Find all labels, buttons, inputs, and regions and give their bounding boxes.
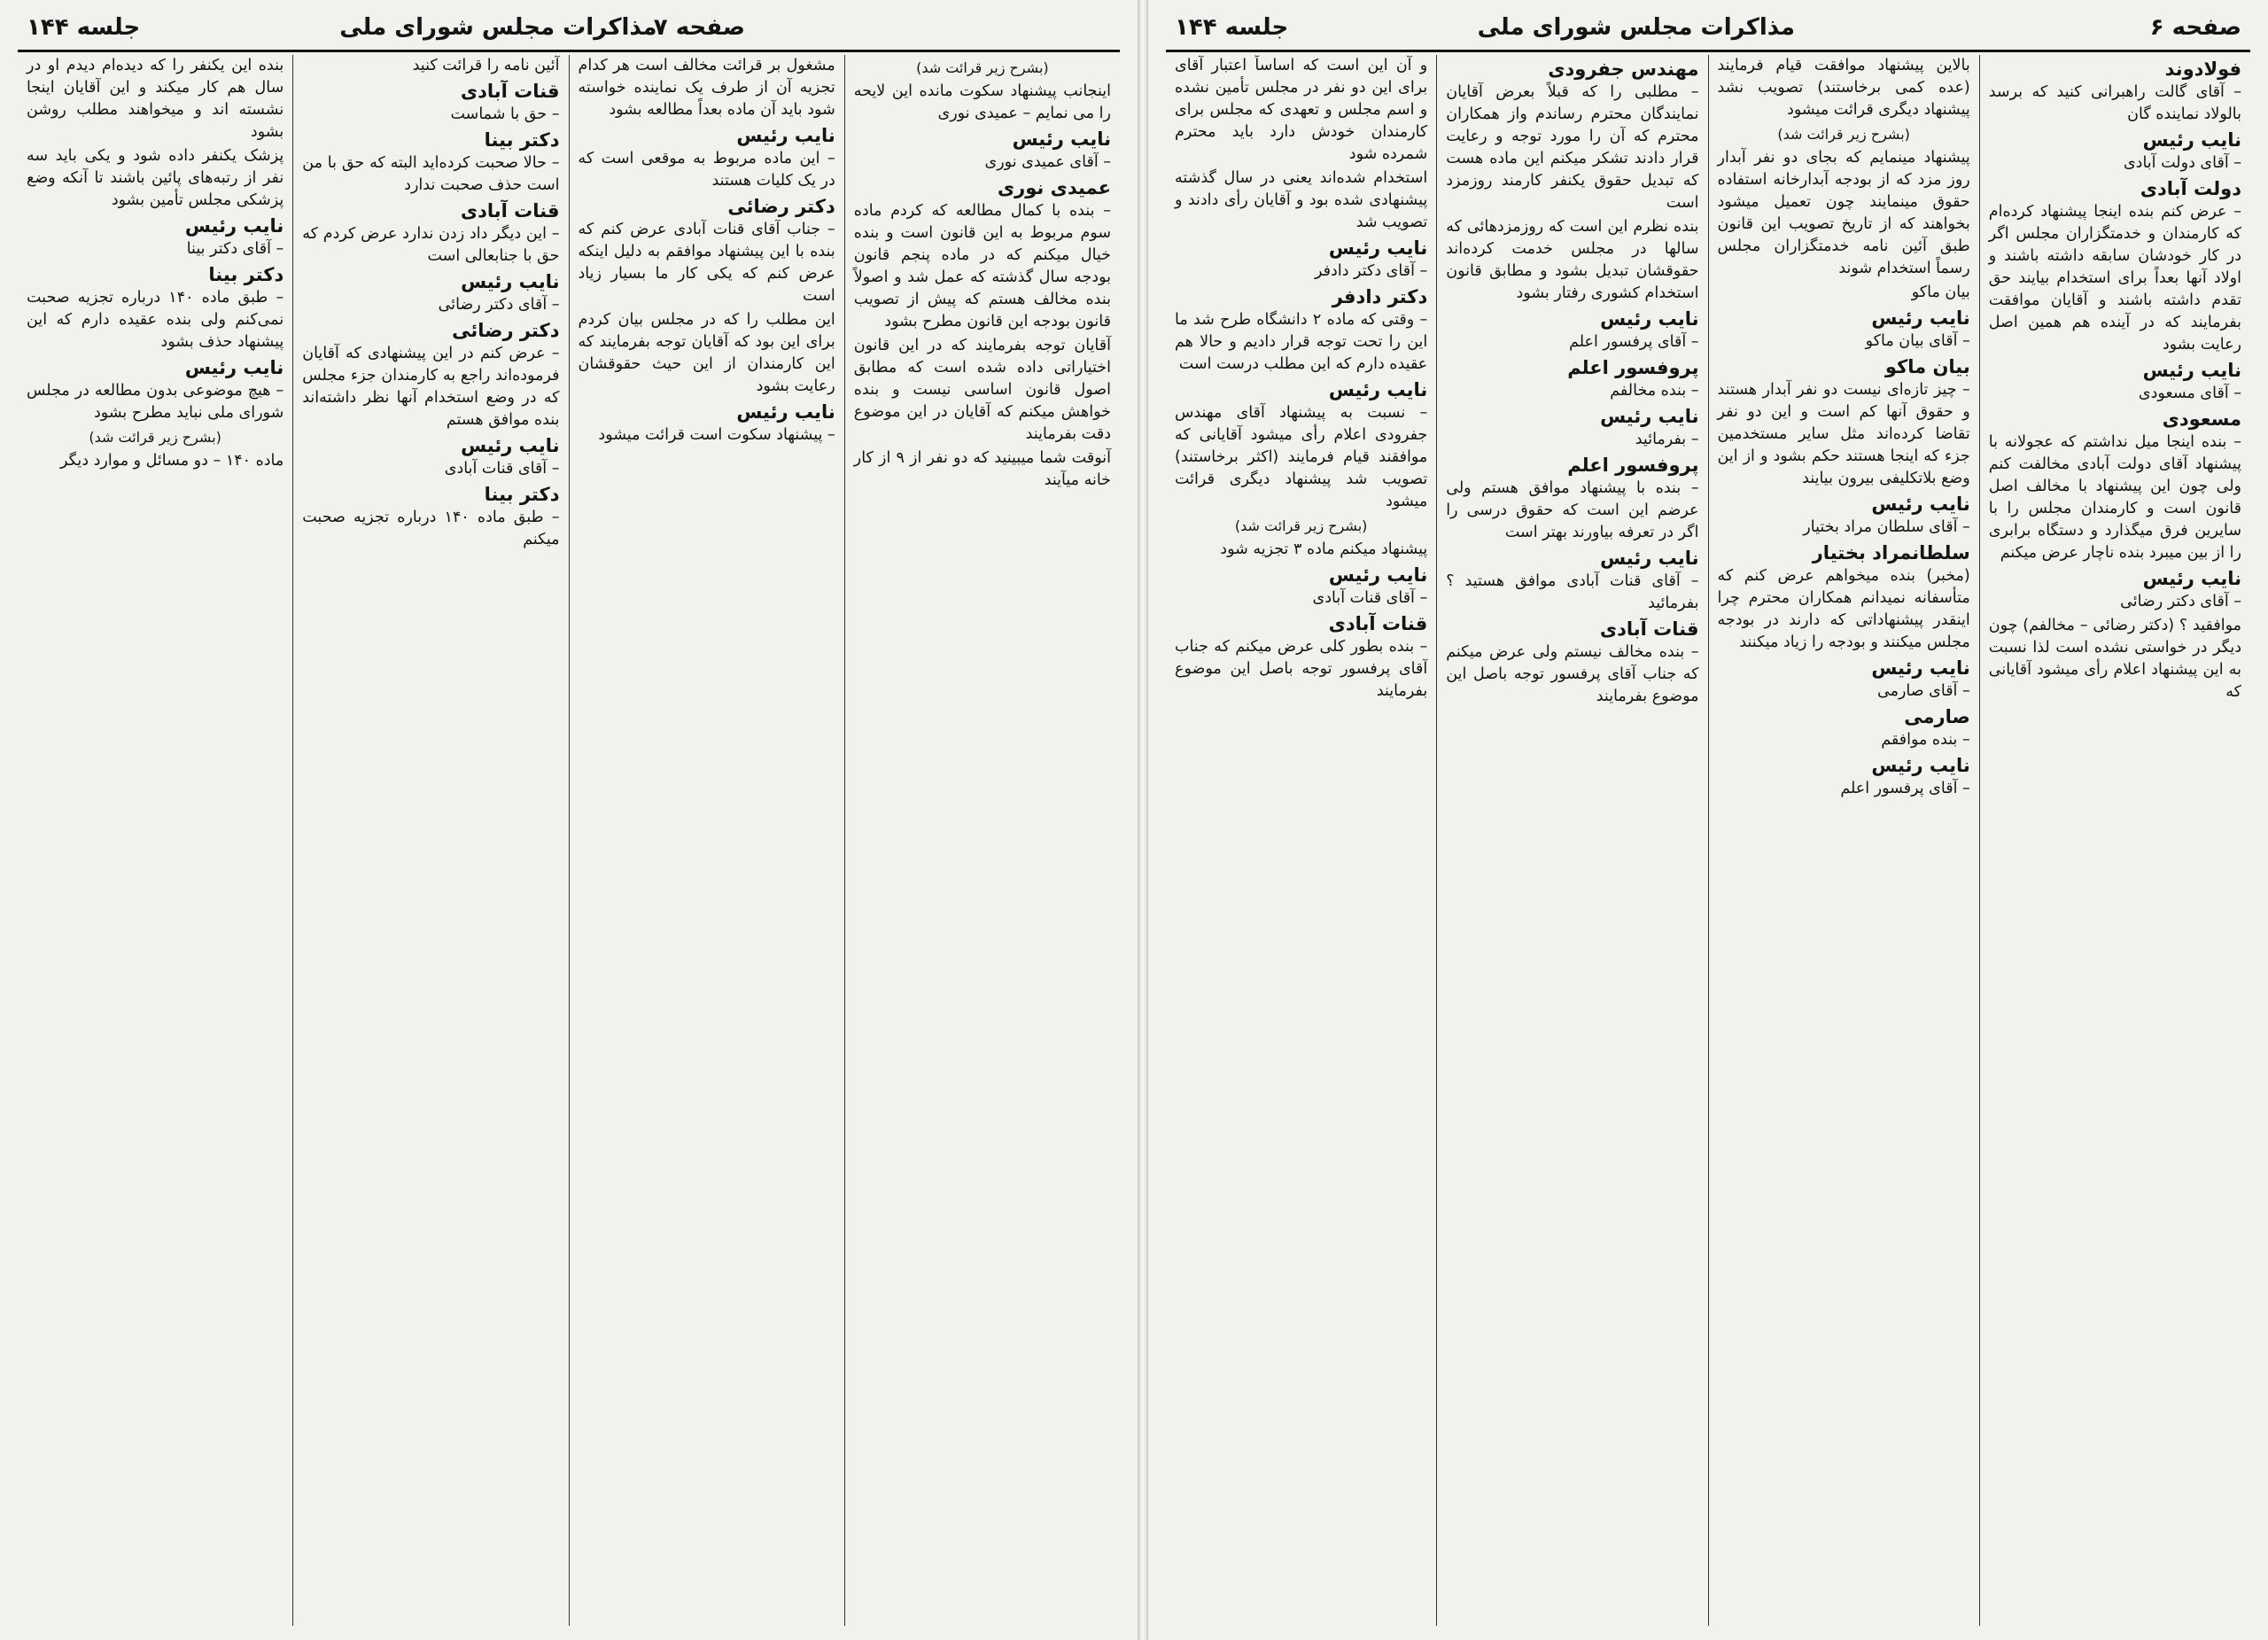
paragraph: آقایان توجه بفرمایند که در این قانون اختیاراتی داده شده است که مطابق اصول قانون اساسی نیست و بنده خواهش میکنم که آقایان در این موضوع دقت بفرمایند — [853, 337, 1111, 443]
speaker-name: نایب رئیس — [1871, 494, 1970, 515]
paragraph: – بنده با کمال مطالعه که کردم ماده سوم مربوط به این قانون است و بنده خیال میکنم که در ماده پنجم قانون بودجه سال گذشته که عمل شد و اصولاً بنده مخالف هستم که پیش از تصویب قانون بودجه این قانون مطرح بشود — [853, 202, 1111, 330]
speaker-name: نایب رئیس — [461, 271, 560, 292]
page-header-right — [1166, 12, 2250, 52]
speaker-name: دکتر بینا — [208, 264, 284, 285]
paragraph: – آقای عمیدی نوری — [984, 153, 1111, 171]
paragraph: – طبق ماده ۱۴۰ درباره تجزیه صحبت نمی‌کنم ولی بنده عقیده دارم که این پیشنهاد حذف بشود — [27, 289, 284, 351]
speaker-name: پروفسور اعلم — [1567, 455, 1699, 476]
paragraph: – جناب آقای قنات آبادی عرض کنم که بنده با این پیشنهاد موافقم به دلیل اینکه عرض کنم که یکی کار ما بسیار زیاد است — [578, 221, 835, 305]
paragraph: – بنده مخالف نیستم ولی عرض میکنم که جناب آقای پرفسور توجه باصل این موضوع بفرمایند — [1446, 643, 1699, 705]
session-number: جلسه ۱۴۴ — [1175, 14, 1289, 41]
page-gutter — [1138, 0, 1148, 1640]
speaker-name: دکتر بینا — [484, 484, 560, 505]
paragraph: – آقای دکتر رضائی — [2120, 593, 2241, 610]
column — [292, 55, 568, 1626]
speaker-name: صارمی — [1904, 706, 1970, 727]
paragraph: – آقای دکتر بینا — [186, 240, 284, 258]
speaker-name: نایب رئیس — [1328, 379, 1428, 400]
page-number: صفحه ۶ — [2149, 14, 2241, 41]
speaker-name: دکتر بینا — [484, 129, 560, 151]
speaker-name: دکتر دادفر — [1332, 286, 1428, 307]
speaker-name: نایب رئیس — [1871, 755, 1970, 776]
column — [1708, 55, 1979, 1626]
paragraph: – آقای قنات آبادی — [1312, 589, 1428, 607]
speaker-name: مهندس جفرودی — [1548, 58, 1699, 80]
speaker-name: نایب رئیس — [1600, 308, 1699, 330]
paragraph: آئین نامه را قرائت کنید — [412, 57, 560, 74]
page-right — [1148, 0, 2268, 1640]
paragraph: – حالا صحبت کرده‌اید البته که حق با من است حذف صحبت ندارد — [302, 154, 560, 194]
speaker-name: نایب رئیس — [2142, 129, 2241, 151]
speaker-name: پروفسور اعلم — [1567, 357, 1699, 378]
paragraph: پزشک یکنفر داده شود و یکی باید سه نفر از رتبه‌های پائین باشند تا آنکه وضع پزشکی مجلس تأمین بشود — [27, 147, 284, 209]
speaker-name: نایب رئیس — [184, 357, 284, 378]
speaker-name: قنات آبادی — [1328, 613, 1428, 634]
column — [569, 55, 844, 1626]
paragraph: – عرض کنم بنده اینجا پیشنهاد کرده‌ام که کارمندان و خدمتگزاران مجلس اگر در کار خودشان سابقه داشته باشند و اولاد آنها بعداً برای استخدام بیایند حق تقدم داشته باشند و آقایان موافقت بفرمایند که در آینده هم همین اصل رعایت بشود — [1988, 203, 2241, 354]
speaker-name: بیان ماکو — [1884, 356, 1970, 377]
paragraph: (مخبر) بنده میخواهم عرض کنم که متأسفانه نمیدانم همکاران محترم چرا اینقدر پیشنهاداتی که دارند در بودجه مجلس میکنند و بودجه را زیاد میکنند — [1717, 567, 1970, 651]
paragraph: – آقای صارمی — [1877, 682, 1970, 700]
paragraph: – عرض کنم در این پیشنهادی که آقایان فرموده‌اند راجع به کارمندان جزء مجلس که در وضع استخدام آنها نظر داشته‌اند بنده موافق هستم — [302, 345, 560, 429]
speaker-name: نایب رئیس — [2142, 568, 2241, 589]
speaker-name: نایب رئیس — [1871, 307, 1970, 329]
paragraph: – بفرمائید — [1635, 431, 1699, 448]
paragraph: و آن این است که اساساً اعتبار آقای برای این دو نفر در مجلس تأمین نشده و اسم مجلس و تعهدی که مجلس برای کارمندان خودش دارد باید محترم شمرده شود — [1175, 57, 1428, 163]
paragraph: آنوقت شما میبینید که دو نفر از ۹ از کار خانه میآیند — [853, 449, 1111, 489]
speaker-name: نایب رئیس — [1328, 237, 1428, 259]
speaker-name: قنات آبادی — [460, 81, 560, 102]
speaker-name: نایب رئیس — [1600, 548, 1699, 569]
paragraph: – آقای سلطان مراد بختیار — [1803, 518, 1970, 536]
paragraph: – مطلبی را که قبلاً بعرض آقایان نمایندگان محترم رساندم واز همکاران محترم که آن را مورد توجه و رعایت قرار دادند تشکر میکنم این ماده هست که تبدیل حقوق یکنفر کارمند روزمزد است — [1446, 83, 1699, 212]
speaker-name: نایب رئیس — [461, 435, 560, 456]
paragraph: ماده ۱۴۰ – دو مسائل و موارد دیگر — [60, 452, 284, 470]
paragraph: بنده این یکنفر را که دیده‌ام دیدم او در سال هم کار میکند و این آقایان اینجا نشسته اند و میخواهند مطلب روشن بشود — [27, 57, 284, 141]
paragraph: این مطلب را که در مجلس بیان کردم برای این بود که آقایان توجه بفرمایند که این کارمندان از این حیث حقوقشان رعایت بشود — [578, 311, 835, 395]
paragraph: – وقتی که ماده ۲ دانشگاه طرح شد ما این را تحت توجه قرار دادیم و حالا هم عقیده دارم که این مطلب درست است — [1175, 311, 1428, 373]
reading-note: (بشرح زیر قرائت شد) — [89, 429, 221, 446]
page-title: مذاکرات مجلس شورای ملی — [1477, 14, 1795, 41]
columns-left — [18, 55, 1120, 1626]
paragraph: – آقای گالت راهبرانی کنید که برسد بالولاد نماینده گان — [1988, 83, 2241, 123]
speaker-name: فولادوند — [2164, 58, 2241, 80]
paragraph: – آقای پرفسور اعلم — [1840, 780, 1970, 797]
column — [844, 55, 1120, 1626]
speaker-name: نایب رئیس — [736, 401, 835, 423]
paragraph: – طبق ماده ۱۴۰ درباره تجزیه صحبت میکنم — [302, 509, 560, 548]
paragraph: – حق با شماست — [450, 105, 560, 123]
speaker-name: نایب رئیس — [2142, 360, 2241, 381]
speaker-name: مسعودی — [2162, 408, 2241, 430]
paragraph: – بنده با پیشنهاد موافق هستم ولی عرضم این است که حقوق درسی را اگر در تعرفه بیاورند بهتر است — [1446, 479, 1699, 541]
speaker-name: نایب رئیس — [184, 215, 284, 237]
paragraph: پیشنهاد مینمایم که بجای دو نفر آبدار روز مزد که از بودجه آبدارخانه استفاده حقوق مینمایند چون تعمیل میشود بخواهند که از تاریخ تصویب این قانون طبق آئین نامه خدمتگزاران مجلس رسماً استخدام شوند — [1717, 149, 1970, 277]
paragraph: – بنده موافقم — [1881, 731, 1970, 749]
speaker-name: نایب رئیس — [1600, 406, 1699, 427]
page-number: صفحه ۷ — [653, 14, 746, 41]
paragraph: – پیشنهاد سکوت است قرائت میشود — [598, 426, 835, 444]
paragraph: – بنده اینجا میل نداشتم که عجولانه با پیشنهاد آقای دولت آبادی مخالفت کنم ولی چون این پیشنهاد با مخالف اصل قانون است و کارمندان مجلس را با سایرین فرق میگذارد و دستگاه برابری را از بین میبرد بنده ناچار عرض میکنم — [1988, 433, 2241, 562]
speaker-name: سلطانمراد بختیار — [1812, 542, 1970, 564]
paragraph: بیان ماکو — [1911, 284, 1970, 301]
paragraph: – آقای پرفسور اعلم — [1569, 333, 1699, 351]
column — [1166, 55, 1436, 1626]
columns-right — [1166, 55, 2250, 1626]
page-header-left — [18, 12, 1120, 52]
paragraph: پیشنهاد میکنم ماده ۳ تجزیه شود — [1220, 540, 1428, 558]
paragraph: – آقای قنات آبادی موافق هستید ؟ بفرمائید — [1446, 572, 1699, 612]
reading-note: (بشرح زیر قرائت شد) — [1234, 517, 1368, 534]
speaker-name: نایب رئیس — [736, 125, 835, 146]
speaker-name: قنات آبادی — [460, 200, 560, 222]
paragraph: – این دیگر داد زدن ندارد عرض کردم که حق با جنابعالی است — [302, 225, 560, 265]
column — [18, 55, 292, 1626]
paragraph: موافقید ؟ (دکتر رضائی – مخالفم) چون دیگر در خواستی نشده است لذا نسبت به این پیشنهاد اعلام رأی میشود آقایانی که — [1988, 617, 2241, 701]
reading-note: (بشرح زیر قرائت شد) — [916, 59, 1049, 76]
speaker-name: دکتر رضائی — [727, 196, 835, 217]
paragraph: بالاین پیشنهاد موافقت قیام فرمایند (عده کمی برخاستند) تصویب نشد پیشنهاد دیگری قرائت میشود — [1717, 57, 1970, 119]
paragraph: – آقای دکتر دادفر — [1315, 262, 1428, 280]
page-title: مذاکرات مجلس شورای ملی — [339, 14, 657, 41]
column — [1436, 55, 1707, 1626]
reading-note: (بشرح زیر قرائت شد) — [1777, 126, 1910, 143]
speaker-name: نایب رئیس — [1012, 128, 1111, 150]
speaker-name: دولت آبادی — [2140, 178, 2241, 199]
paragraph: استخدام شده‌اند یعنی در سال گذشته پیشنهادی شده بود و آقایان رأی دادند و تصویب شد — [1175, 169, 1428, 231]
column — [1979, 55, 2250, 1626]
paragraph: – آقای بیان ماکو — [1865, 332, 1970, 350]
paragraph: – بنده بطور کلی عرض میکنم که جناب آقای پرفسور توجه باصل این موضوع بفرمایند — [1175, 638, 1428, 700]
paragraph: – آقای قنات آبادی — [444, 460, 560, 478]
speaker-name: نایب رئیس — [1328, 564, 1428, 586]
paragraph: مشغول بر قرائت مخالف است هر کدام تجزیه آن از طرف یک نماینده خواسته شود باید آن ماده بعداً مطالعه بشود — [578, 57, 835, 119]
paragraph: – نسبت به پیشنهاد آقای مهندس جفرودی اعلام رأی میشود آقایانی که موافقند قیام فرمایند (اکثر برخاستند) تصویب شد پیشنهاد دیگری قرائت میشود — [1175, 404, 1428, 510]
paragraph: – آقای دکتر رضائی — [438, 296, 560, 314]
speaker-name: دکتر رضائی — [452, 320, 560, 341]
speaker-name: قنات آبادی — [1599, 618, 1699, 640]
session-number: جلسه ۱۴۴ — [27, 14, 141, 41]
paragraph: – آقای دولت آبادی — [2123, 154, 2241, 172]
paragraph: بنده نظرم این است که روزمزدهائی که سالها در مجلس خدمت کرده‌اند حقوقشان تبدیل بشود و مطابق قانون استخدام کشوری رفتار بشود — [1446, 218, 1699, 302]
speaker-name: عمیدی نوری — [997, 177, 1111, 198]
speaker-name: نایب رئیس — [1871, 657, 1970, 679]
paragraph: – این ماده مربوط به موقعی است که در یک کلیات هستند — [578, 150, 835, 190]
paragraph: – چیز تازه‌ای نیست دو نفر آبدار هستند و حقوق آنها کم است و این دو نفر تقاضا کرده‌اند مثل سایر مستخدمین جزء که اینجا هستند حکم بشود و از این وضع بلاتکلیفی بیرون بیایند — [1717, 381, 1970, 487]
paragraph: – آقای مسعودی — [2138, 385, 2241, 402]
paragraph: – بنده مخالفم — [1610, 382, 1699, 400]
paragraph: اینجانب پیشنهاد سکوت مانده این لایحه را می نمایم – عمیدی نوری — [853, 82, 1111, 122]
paragraph: – هیچ موضوعی بدون مطالعه در مجلس شورای ملی نباید مطرح بشود — [27, 382, 284, 422]
